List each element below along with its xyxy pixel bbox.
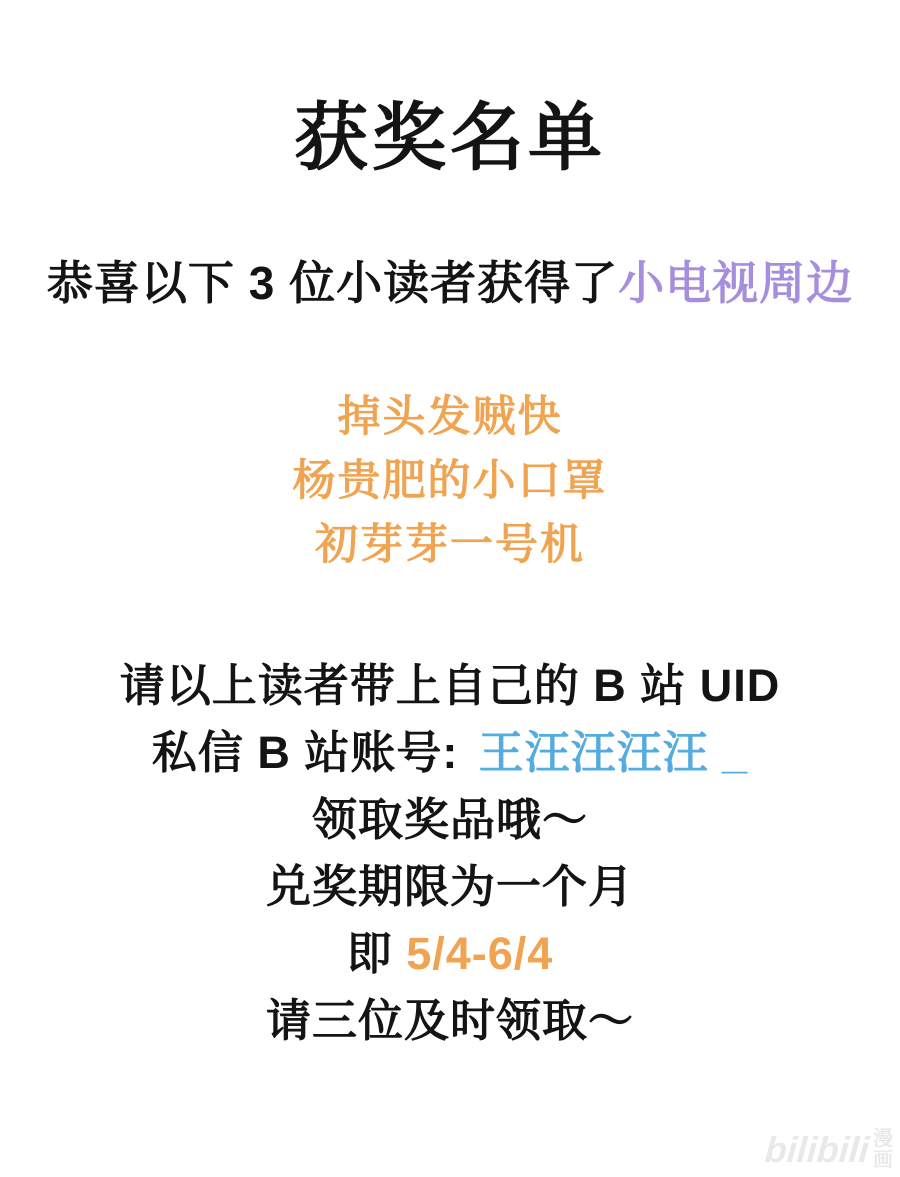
manga-char-1: 漫 xyxy=(873,1128,893,1150)
winner-name-3: 初芽芽一号机 xyxy=(315,521,585,569)
manga-label xyxy=(873,1129,893,1171)
date-line xyxy=(0,920,900,987)
prize-highlight-text: 小电视周边 xyxy=(618,257,854,309)
deadline-line: 兑奖期限为一个月 xyxy=(265,861,634,912)
winner-list xyxy=(0,385,900,577)
uid-instruction-line: 请以上读者带上自己的 B 站 UID xyxy=(119,660,781,711)
winner-name-2: 杨贵肥的小口罩 xyxy=(292,457,608,505)
claim-line: 领取奖品哦～ xyxy=(311,794,588,845)
intro-text: 恭喜以下 3 位小读者获得了 xyxy=(46,257,619,309)
pm-instruction-line xyxy=(0,719,900,786)
bilibili-logo: bilibili xyxy=(763,1129,871,1170)
intro-line xyxy=(0,253,900,313)
pm-prefix-text: 私信 B 站账号: xyxy=(151,727,459,778)
account-name-text: 王汪汪汪汪 _ xyxy=(478,727,749,778)
page-title: 获奖名单 xyxy=(294,96,606,179)
manga-char-2: 画 xyxy=(873,1149,893,1171)
final-reminder-line: 请三位及时领取～ xyxy=(265,995,634,1046)
claim-instructions xyxy=(0,652,900,1054)
date-range-text: 5/4-6/4 xyxy=(406,928,554,979)
bilibili-manga-watermark xyxy=(765,1129,893,1171)
winner-name-1: 掉头发贼快 xyxy=(337,393,563,441)
date-prefix-text: 即 xyxy=(346,928,407,979)
